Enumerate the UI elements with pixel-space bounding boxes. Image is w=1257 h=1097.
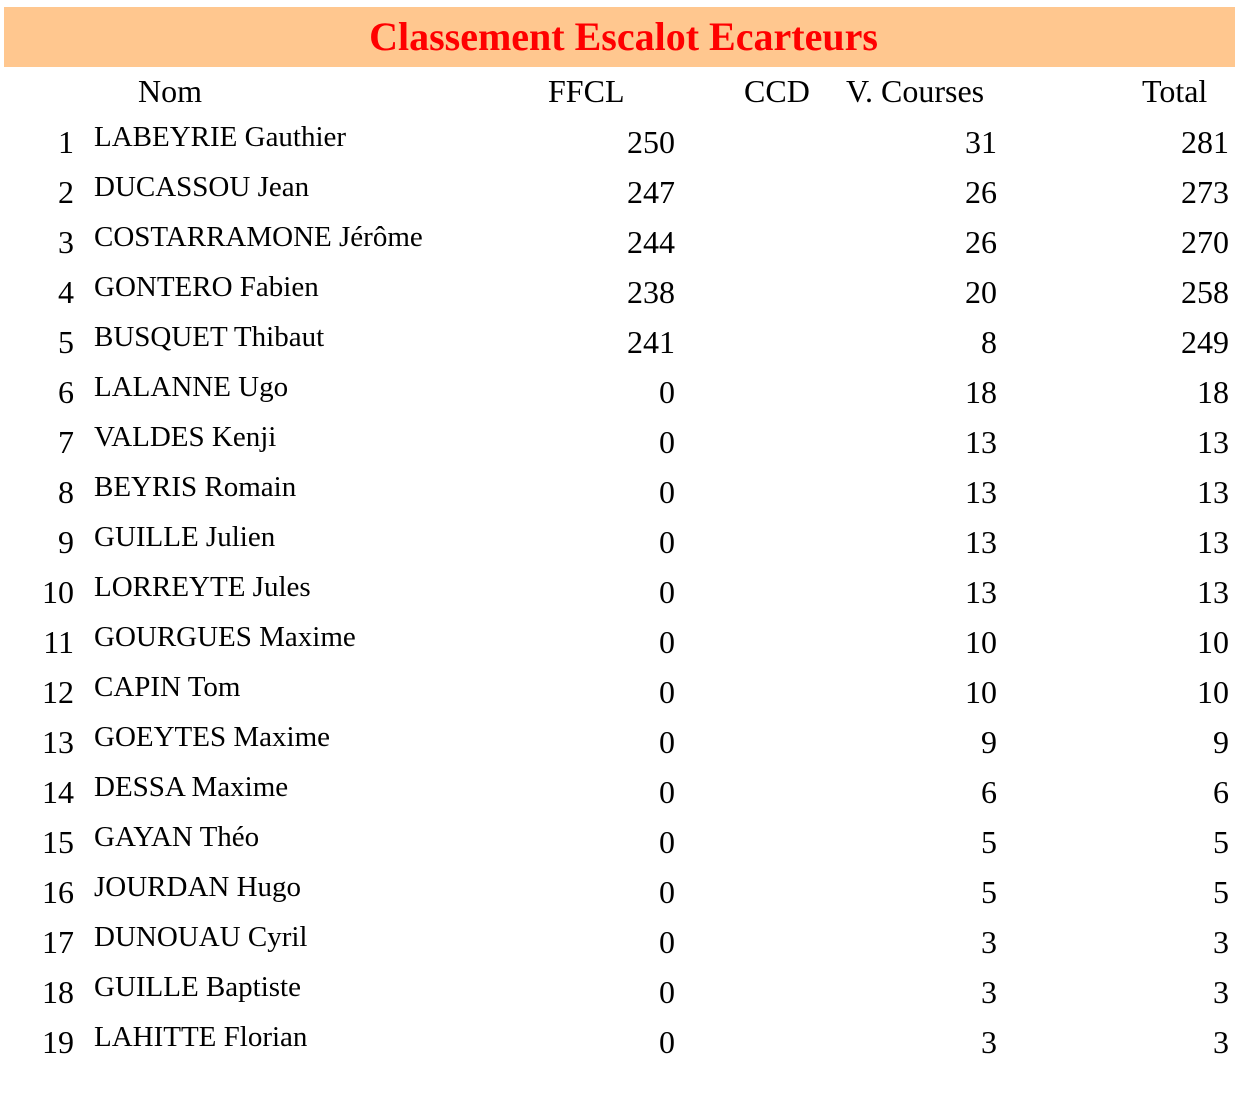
- v-courses-cell: 10: [965, 674, 997, 710]
- table-row: [0, 366, 1257, 416]
- v-courses-cell: 26: [965, 174, 997, 210]
- total-cell: 5: [1213, 874, 1229, 910]
- v-courses-cell: 18: [965, 374, 997, 410]
- ffcl-cell: 0: [659, 624, 675, 660]
- name-cell: GUILLE Julien: [94, 521, 276, 553]
- table-row: [0, 1016, 1257, 1066]
- v-courses-cell: 26: [965, 224, 997, 260]
- ffcl-cell: 241: [627, 324, 675, 360]
- total-cell: 249: [1181, 324, 1229, 360]
- ffcl-cell: 0: [659, 374, 675, 410]
- table-row: [0, 466, 1257, 516]
- rank-cell: 12: [42, 674, 74, 710]
- column-header-nom: Nom: [138, 73, 202, 109]
- ffcl-cell: 0: [659, 774, 675, 810]
- name-cell: GAYAN Théo: [94, 821, 260, 853]
- name-cell: COSTARRAMONE Jérôme: [94, 221, 423, 253]
- total-cell: 281: [1181, 124, 1229, 160]
- table-row: [0, 266, 1257, 316]
- table-row: [0, 416, 1257, 466]
- ffcl-cell: 0: [659, 474, 675, 510]
- table-row: [0, 666, 1257, 716]
- table-row: [0, 166, 1257, 216]
- rank-cell: 5: [58, 324, 74, 360]
- rank-cell: 3: [58, 224, 74, 260]
- table-row: [0, 516, 1257, 566]
- v-courses-cell: 9: [981, 724, 997, 760]
- name-cell: GOURGUES Maxime: [94, 621, 356, 653]
- column-header-v-courses: V. Courses: [846, 73, 985, 109]
- table-row: [0, 916, 1257, 966]
- v-courses-cell: 3: [981, 924, 997, 960]
- name-cell: LALANNE Ugo: [94, 371, 289, 403]
- rank-cell: 19: [42, 1024, 74, 1060]
- rank-cell: 11: [43, 624, 74, 660]
- rank-cell: 15: [42, 824, 74, 860]
- name-cell: GONTERO Fabien: [94, 271, 319, 303]
- name-cell: VALDES Kenji: [94, 421, 277, 453]
- total-cell: 18: [1197, 374, 1229, 410]
- rank-cell: 14: [42, 774, 74, 810]
- total-cell: 3: [1213, 1024, 1229, 1060]
- table-row: [0, 116, 1257, 166]
- table-row: [0, 766, 1257, 816]
- table-row: [0, 816, 1257, 866]
- table-row: [0, 216, 1257, 266]
- name-cell: JOURDAN Hugo: [94, 871, 302, 903]
- rank-cell: 7: [58, 424, 74, 460]
- total-cell: 5: [1213, 824, 1229, 860]
- ranking-table: [0, 116, 1257, 1066]
- name-cell: LABEYRIE Gauthier: [94, 121, 347, 153]
- rank-cell: 10: [42, 574, 74, 610]
- name-cell: DUNOUAU Cyril: [94, 921, 308, 953]
- table-row: [0, 566, 1257, 616]
- ffcl-cell: 0: [659, 1024, 675, 1060]
- column-header-total: Total: [1142, 73, 1208, 109]
- total-cell: 13: [1197, 524, 1229, 560]
- total-cell: 9: [1213, 724, 1229, 760]
- name-cell: DESSA Maxime: [94, 771, 289, 803]
- v-courses-cell: 13: [965, 424, 997, 460]
- rank-cell: 2: [58, 174, 74, 210]
- rank-cell: 17: [42, 924, 74, 960]
- table-row: [0, 866, 1257, 916]
- ffcl-cell: 238: [627, 274, 675, 310]
- name-cell: GUILLE Baptiste: [94, 971, 301, 1003]
- ffcl-cell: 0: [659, 424, 675, 460]
- total-cell: 13: [1197, 574, 1229, 610]
- v-courses-cell: 13: [965, 524, 997, 560]
- total-cell: 3: [1213, 924, 1229, 960]
- ffcl-cell: 0: [659, 724, 675, 760]
- name-cell: BEYRIS Romain: [94, 471, 297, 503]
- v-courses-cell: 13: [965, 474, 997, 510]
- v-courses-cell: 10: [965, 624, 997, 660]
- total-cell: 13: [1197, 424, 1229, 460]
- table-row: [0, 716, 1257, 766]
- total-cell: 270: [1181, 224, 1229, 260]
- total-cell: 3: [1213, 974, 1229, 1010]
- rank-cell: 16: [42, 874, 74, 910]
- name-cell: GOEYTES Maxime: [94, 721, 330, 753]
- rank-cell: 13: [42, 724, 74, 760]
- name-cell: LAHITTE Florian: [94, 1021, 308, 1053]
- table-row: [0, 316, 1257, 366]
- name-cell: LORREYTE Jules: [94, 571, 311, 603]
- total-cell: 13: [1197, 474, 1229, 510]
- column-header-ccd: CCD: [744, 73, 810, 109]
- v-courses-cell: 5: [981, 824, 997, 860]
- name-cell: DUCASSOU Jean: [94, 171, 310, 203]
- v-courses-cell: 6: [981, 774, 997, 810]
- total-cell: 10: [1197, 674, 1229, 710]
- v-courses-cell: 3: [981, 974, 997, 1010]
- rank-cell: 18: [42, 974, 74, 1010]
- total-cell: 273: [1181, 174, 1229, 210]
- rank-cell: 1: [58, 124, 74, 160]
- v-courses-cell: 3: [981, 1024, 997, 1060]
- ffcl-cell: 0: [659, 674, 675, 710]
- ffcl-cell: 247: [627, 174, 675, 210]
- total-cell: 258: [1181, 274, 1229, 310]
- ffcl-cell: 0: [659, 824, 675, 860]
- name-cell: CAPIN Tom: [94, 671, 241, 703]
- rank-cell: 9: [58, 524, 74, 560]
- page-title: Classement Escalot Ecarteurs: [369, 14, 878, 59]
- total-cell: 10: [1197, 624, 1229, 660]
- v-courses-cell: 31: [965, 124, 997, 160]
- ffcl-cell: 0: [659, 874, 675, 910]
- v-courses-cell: 13: [965, 574, 997, 610]
- total-cell: 6: [1213, 774, 1229, 810]
- ffcl-cell: 0: [659, 974, 675, 1010]
- rank-cell: 4: [58, 274, 74, 310]
- column-header-ffcl: FFCL: [548, 73, 625, 109]
- ffcl-cell: 0: [659, 924, 675, 960]
- ffcl-cell: 0: [659, 524, 675, 560]
- ffcl-cell: 0: [659, 574, 675, 610]
- rank-cell: 8: [58, 474, 74, 510]
- rank-cell: 6: [58, 374, 74, 410]
- ffcl-cell: 250: [627, 124, 675, 160]
- name-cell: BUSQUET Thibaut: [94, 321, 325, 353]
- table-row: [0, 966, 1257, 1016]
- v-courses-cell: 8: [981, 324, 997, 360]
- ffcl-cell: 244: [627, 224, 675, 260]
- v-courses-cell: 5: [981, 874, 997, 910]
- table-row: [0, 616, 1257, 666]
- title-banner: [4, 7, 1235, 67]
- v-courses-cell: 20: [965, 274, 997, 310]
